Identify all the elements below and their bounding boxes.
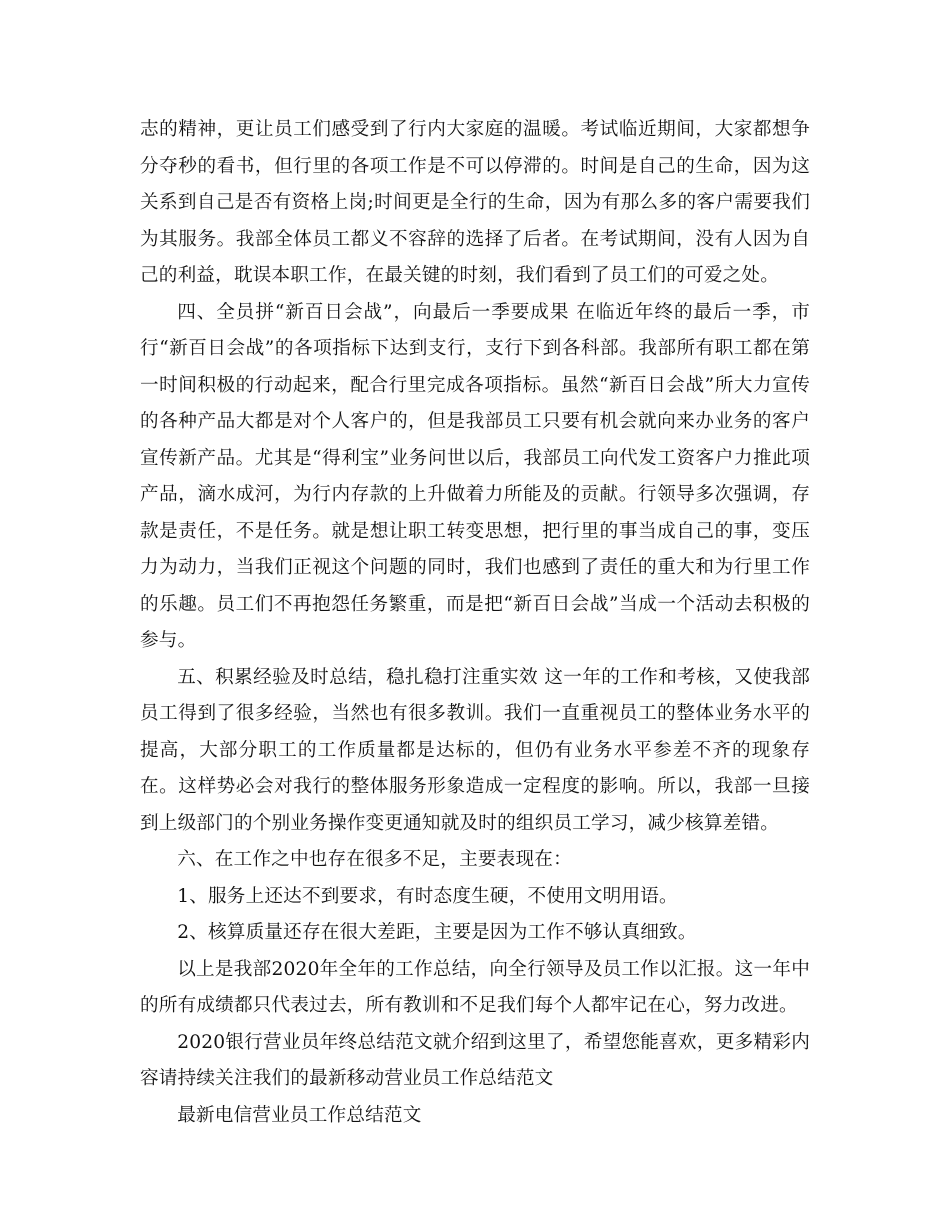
paragraph-conclusion: 以上是我部2020年全年的工作总结，向全行领导及员工作以汇报。这一年中的所有成绩都只代表过去，所有教训和不足我们每个人都牢记在心，努力改进。: [140, 958, 810, 1016]
paragraph-continued: 志的精神，更让员工们感受到了行内大家庭的温暖。考试临近期间，大家都想争分夺秒的看书，但行里的各项工作是不可以停滞的。时间是自己的生命，因为这关系到自己是否有资格上岗;时间更是全行的生命，因为有那么多的客户需要我们为其服务。我部全体员工都义不容辞的选择了后者。在考试期间，没有人因为自己的利益，耽误本职工作，在最关键的时刻，我们看到了员工们的可爱之处。: [140, 119, 810, 286]
paragraph-section-five: 五、积累经验及时总结，稳扎稳打注重实效 这一年的工作和考核，又使我部员工得到了很多经验，当然也有很多教训。我们一直重视员工的整体业务水平的提高，大部分职工的工作质量都是达标的，但仍有业务水平参差不齐的现象存在。这样势必会对我行的整体服务形象造成一定程度的影响。所以，我部一旦接到上级部门的个别业务操作变更通知就及时的组织员工学习，减少核算差错。: [140, 666, 810, 834]
document-body: [140, 112, 810, 1134]
related-article-link[interactable]: 最新电信营业员工作总结范文: [177, 1104, 422, 1126]
paragraph-section-four: 四、全员拼“新百日会战”，向最后一季要成果 在临近年终的最后一季，市行“新百日会战”的各项指标下达到支行，支行下到各科部。我部所有职工都在第一时间积极的行动起来，配合行里完成各项指标。虽然“新百日会战”所大力宣传的各种产品大都是对个人客户的，但是我部员工只要有机会就向来办业务的客户宣传新产品。尤其是“得利宝”业务问世以后，我部员工向代发工资客户力推此项产品，滴水成河，为行内存款的上升做着力所能及的贡献。行领导多次强调，存款是责任，不是任务。就是想让职工转变思想，把行里的事当成自己的事，变压力为动力，当我们正视这个问题的同时，我们也感到了责任的重大和为行里工作的乐趣。员工们不再抱怨任务繁重，而是把“新百日会战”当成一个活动去积极的参与。: [140, 301, 810, 651]
list-item-one: 1、服务上还达不到要求，有时态度生硬，不使用文明用语。: [177, 885, 678, 907]
list-item-two: 2、核算质量还存在很大差距，主要是因为工作不够认真细致。: [177, 922, 697, 943]
paragraph-closing-note: 2020银行营业员年终总结范文就介绍到这里了，希望您能喜欢，更多精彩内容请持续关注我们的最新移动营业员工作总结范文: [140, 1031, 810, 1089]
paragraph-section-six: 六、在工作之中也存在很多不足，主要表现在：: [177, 849, 572, 870]
